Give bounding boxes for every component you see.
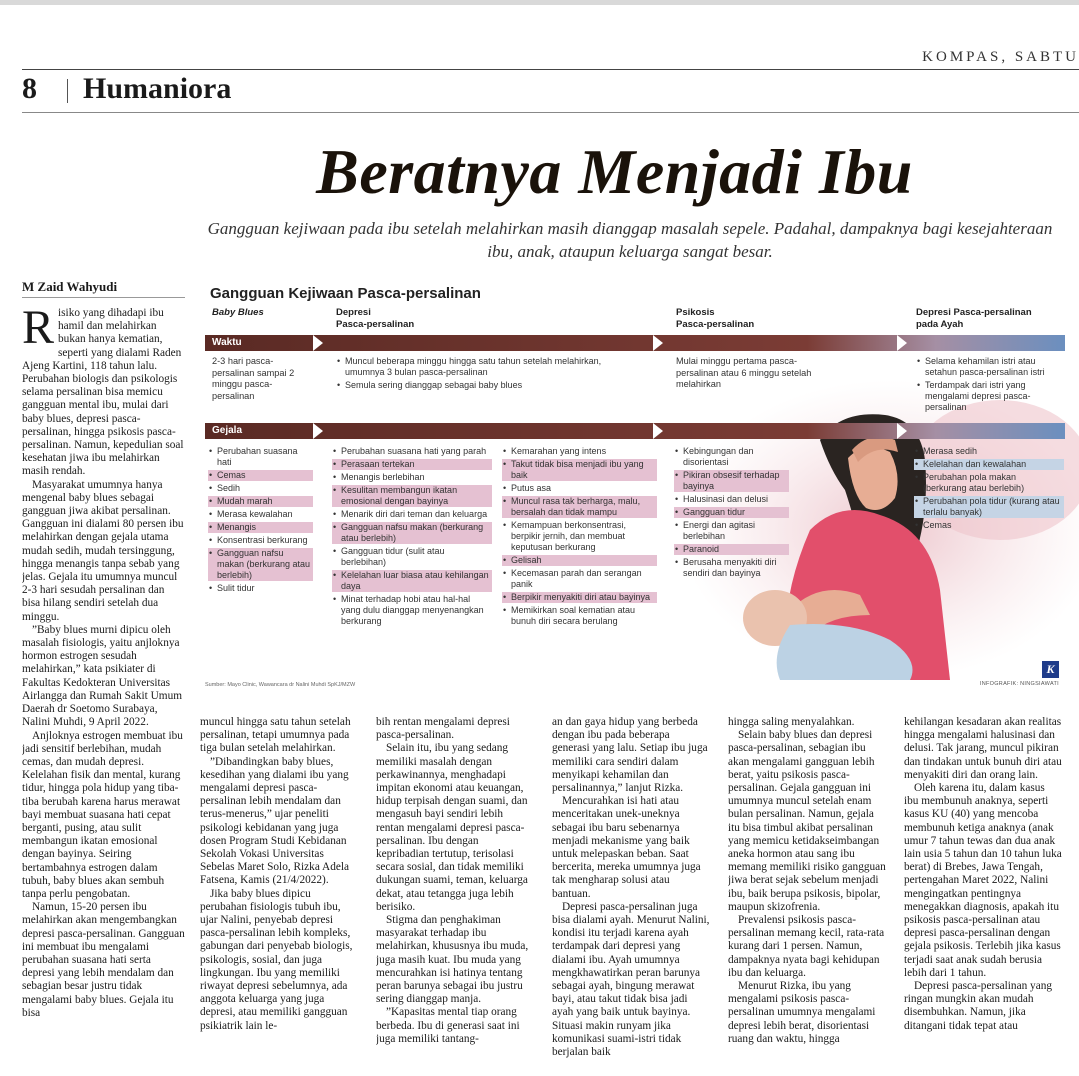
symptom-item: • Sedih [208,483,313,494]
byline: M Zaid Wahyudi [22,279,118,294]
article-column-5 [728,716,886,1066]
symptom-item: • Perubahan pola tidur (kurang atau terlalu banyak) [914,496,1064,518]
headline: Beratnya Menjadi Ibu [316,136,913,207]
waktu-baby-blues: 2-3 hari pasca-persalinan sampai 2 minggu pasca-persalinan [212,356,295,401]
section-title: Humaniora [83,72,232,105]
gejala-ayah [914,446,1064,533]
masthead-name: KOMPAS, SABTU [922,49,1079,65]
waktu-band [205,335,1065,351]
infographic-source: Sumber: Mayo Clinic, Wawancara dr Nalini Muhdi SpKJ/MZW [205,682,356,688]
paragraph: ”Kapasitas mental tiap orang berbeda. Ibu di generasi saat ini juga memiliki tantang- [376,1006,520,1045]
symptom-item: • Kesulitan membangun ikatan emosional dengan bayinya [332,485,492,507]
symptom-item: • Minat terhadap hobi atau hal-hal yang dulu dianggap menyenangkan berkurang [332,594,492,627]
article-column-4 [552,716,710,1066]
waktu-depresi [336,356,636,393]
symptom-item: • Pikiran obsesif terhadap bayinya [674,470,789,492]
gejala-depresi-2 [502,446,657,629]
infographic [200,280,1079,693]
paragraph: Oleh karena itu, dalam kasus ibu membunuh anaknya, seperti kasus KU (40) yang mencoba membunuh ketiga anaknya (anak umur 7 tahun tewas dan dua anak lain usia 5 tahun dan 10 tahun luka berat) di Brebes, Jawa Tengah, pertengahan Maret 2022, Nalini mengingatkan pentingnya menegakkan diagnosis, apakah itu psikosis pasca-persalinan atau depresi pasca-persalinan dengan gejala psikosis. Terlebih jika kasus terjadi saat anak sudah berusia lebih dari 1 tahun. [904,782,1062,979]
article-column-2 [200,716,358,1066]
dropcap: R [22,307,55,354]
symptom-item: • Cemas [208,470,313,481]
symptom-item: • Gelisah [502,555,657,566]
symptom-item: • Kebingungan dan disorientasi [674,446,789,468]
symptom-item: • Konsentrasi berkurang [208,535,313,546]
paragraph: Selain baby blues dan depresi pasca-persalinan, sebagian ibu akan mengalami gangguan lebih berat, yaitu psikosis pasca-persalinan. Gejala gangguan ini umumnya muncul setelah enam bulan persalinan. Namun, gejala itu bisa timbul akibat persalinan yang memicu ketidakseimbangan aneka hormon atau sang ibu memang memiliki risiko gangguan jiwa berat sejak sebelum menjadi ibu, baik berupa psikosis, bipolar, maupun skizofrenia. [728,729,886,913]
paragraph: Prevalensi psikosis pasca-persalinan memang kecil, rata-rata kurang dari 1 persen. Namun, dampaknya nyata bagi kehidupan ibu dan keluarga. [728,914,885,979]
symptom-item: • Gangguan nafsu makan (berkurang atau berlebih) [208,548,313,581]
paragraph: Anjloknya estrogen membuat ibu jadi sensitif berlebihan, mudah cemas, dan mudah depresi. Kelelahan fisik dan mental, kurang tidur, hingga pola hidup yang tiba-tiba berubah karena harus merawat bayi membuat suasana hati cepat berganti, pusing, atau sulit membangun ikatan emosional dengan bayinya. Seiring bertambahnya estrogen dalam tubuh, baby blues akan sembuh tanpa perlu pengobatan. [22,729,183,900]
symptom-item: • Berpikir menyakiti diri atau bayinya [502,592,657,603]
masthead-rule [22,69,1079,70]
article-column-6 [904,716,1062,1066]
symptom-item: • Perubahan pola makan (berkurang atau berlebih) [914,472,1064,494]
gejala-psikosis [674,446,789,581]
symptom-item: • Halusinasi dan delusi [674,494,789,505]
symptom-item: • Menangis [208,522,313,533]
symptom-item: • Menarik diri dari teman dan keluarga [332,509,492,520]
gejala-depresi-1 [332,446,492,629]
paragraph: Menurut Rizka, ibu yang mengalami psikosis pasca-persalinan umumnya mengalami depresi lebih berat, disorientasi ruang dan waktu, hingga [728,980,876,1045]
paragraph: Masyarakat umumnya hanya mengenal baby blues sebagai gangguan jiwa akibat persalinan. Gangguan ini dialami 80 persen ibu melahirkan dengan gejala utama mudah sedih, mudah tersinggung, hingga menangis tanpa sebab yang jelas. Gejala itu umumnya muncul 2-3 hari sesudah persalinan dan bisa hilang sendiri setelah dua minggu. [22,478,184,623]
deck: Gangguan kejiwaan pada ibu setelah melahirkan masih dianggap masalah sepele. Padahal, dampaknya bagi kesejahteraan ibu, anak, ataupun keluarga sangat besar. [207,219,1053,261]
top-band [0,0,1079,5]
symptom-item: • Takut tidak bisa menjadi ibu yang baik [502,459,657,481]
symptom-item: • Memikirkan soal kematian atau bunuh diri secara berulang [502,605,657,627]
column-head-baby-blues: Baby Blues [212,307,264,318]
waktu-ayah [916,356,1066,415]
infographic-credit: INFOGRAFIK: NINGSIAWATI [979,681,1059,687]
symptom-item: • Kelelahan dan kewalahan [914,459,1064,470]
symptom-item: • Perasaan tertekan [332,459,492,470]
kompas-logo: K [1042,661,1059,678]
column-head-depresi: Depresi Pasca-persalinan [336,307,415,330]
symptom-item: • Gangguan tidur (sulit atau berlebihan) [332,546,492,568]
symptom-item: • Kecemasan parah dan serangan panik [502,568,657,590]
gejala-baby-blues [208,446,313,596]
waktu-psikosis: Mulai minggu pertama pasca-persalinan atau 6 minggu setelah melahirkan [676,356,812,389]
symptom-item: • Putus asa [502,483,657,494]
byline-rule [22,297,185,298]
paragraph: Depresi pasca-persalinan yang ringan mungkin akan mudah disembuhkan. Namun, jika ditangani tidak tepat atau [904,980,1053,1032]
symptom-item: • Energi dan agitasi berlebihan [674,520,789,542]
paragraph: Risiko yang dihadapi ibu hamil dan melahirkan bukan hanya kematian, seperti yang dialami Raden Ajeng Kartini, 118 tahun lalu. Perubahan biologis dan psikologis selama persalinan bisa memicu gangguan mental ibu, mulai dari baby blues, depresi pasca-persalinan, hingga psikosis pasca-persalinan. Namun, kepedulian soal kesehatan jiwa ibu melahirkan masih rendah. [22,307,184,478]
paragraph: Jika baby blues dipicu perubahan fisiologis tubuh ibu, ujar Nalini, penyebab depresi pasca-persalinan lebih kompleks, gabungan dari penyebab biologis, psikologis, sosial, dan juga lingkungan. Ibu yang memiliki riwayat depresi sebelumnya, ada anggota keluarga yang juga depresi, atau memiliki gangguan psikiatrik lain le- [200,887,353,1032]
article-column-3 [376,716,534,1066]
page-separator [67,79,68,103]
paragraph: Namun, 15-20 persen ibu melahirkan akan mengembangkan depresi pasca-persalinan. Gangguan ini membuat ibu mengalami perubahan suasana hati serta depresi yang lebih mendalam dan sebagian besar justru tidak mengalami baby blues. Gejala itu bisa [22,901,185,1019]
paragraph: Stigma dan penghakiman masyarakat terhadap ibu melahirkan, khususnya ibu muda, juga masih kuat. Ibu muda yang mencurahkan isi hatinya tentang peran barunya sebagai ibu justru sering dianggap manja. [376,914,529,1006]
list-item: • Terdampak dari istri yang mengalami depresi pasca-persalinan [916,380,1066,413]
symptom-item: • Sulit tidur [208,583,313,594]
paragraph: bih rentan mengalami depresi pasca-persalinan. [376,716,510,742]
list-item: • Selama kehamilan istri atau setahun pasca-persalinan istri [916,356,1066,378]
paragraph: hingga saling menyalahkan. [728,716,855,728]
article-column-1 [22,307,185,1067]
symptom-item: • Merasa kewalahan [208,509,313,520]
symptom-item: • Perubahan suasana hati yang parah [332,446,492,457]
list-item: • Semula sering dianggap sebagai baby blues [336,380,636,391]
symptom-item: • Berusaha menyakiti diri sendiri dan bayinya [674,557,789,579]
paragraph: an dan gaya hidup yang berbeda dengan ibu pada beberapa generasi yang lalu. Setiap ibu juga memiliki cara sendiri dalam menyikapi kehamilan dan persalinannya,” lanjut Rizka. [552,716,708,795]
symptom-item: • Gangguan nafsu makan (berkurang atau berlebih) [332,522,492,544]
column-head-ayah: Depresi Pasca-persalinan pada Ayah [916,307,1032,330]
section-rule [22,112,1079,113]
symptom-item: • Cemas [914,520,1064,531]
gejala-label: Gejala [212,425,243,436]
paragraph: muncul hingga satu tahun setelah persalinan, tetapi umumnya pada tiga bulan setelah melahirkan. [200,716,351,755]
symptom-item: • Kemampuan berkonsentrasi, berpikir jernih, dan membuat keputusan berkurang [502,520,657,553]
paragraph: ”Baby blues murni dipicu oleh masalah fisiologis, yaitu anjloknya hormon estrogen sesudah melahirkan,” kata psikiater di Fakultas Kedokteran Universitas Airlangga dan Rumah Sakit Umum Daerah dr Soetomo Surabaya, Nalini Muhdi, 9 April 2022. [22,623,183,729]
symptom-item: • Mudah marah [208,496,313,507]
gejala-band [205,423,1065,439]
paragraph: kehilangan kesadaran akan realitas hingga mengalami halusinasi dan delusi. Tak jarang, muncul pikiran dan tindakan untuk bunuh diri atau menyakiti diri dan orang lain. [904,716,1062,781]
symptom-item: • Gangguan tidur [674,507,789,518]
paragraph: Mencurahkan isi hati atau menceritakan unek-uneknya sebagai ibu baru sebenarnya menjadi mekanisme yang baik untuk melepaskan beban. Saat bercerita, mereka umumnya juga tak mengharap solusi atau bantuan. [552,795,701,900]
symptom-item: • Kelelahan luar biasa atau kehilangan daya [332,570,492,592]
symptom-item: • Perubahan suasana hati [208,446,313,468]
page-number: 8 [22,72,37,105]
paragraph: Selain itu, ibu yang sedang memiliki masalah dengan perkawinannya, menghadapi impitan ekonomi atau keuangan, hidup terpisah dengan suami, dan mengasuh bayi sendiri lebih rentan mengalami depresi pasca-persalinan. Ibu dengan kepribadian tertutup, terisolasi secara sosial, dan tidak memiliki dukungan suami, teman, keluarga dekat, atau tetangga juga lebih berisiko. [376,742,528,913]
symptom-item: • Menangis berlebihan [332,472,492,483]
symptom-item: • Merasa sedih [914,446,1064,457]
paragraph: Depresi pasca-persalinan juga bisa dialami ayah. Menurut Nalini, kondisi itu terjadi karena ayah terdampak dari depresi yang dialami ibu. Ayah umumnya mengkhawatirkan peran barunya sebagai ayah, bingung merawat bayi, atau takut tidak bisa jadi ayah yang baik untuk bayinya. Situasi makin runyam jika komunikasi suami-istri tidak berjalan baik [552,900,710,1059]
infographic-title: Gangguan Kejiwaan Pasca-persalinan [210,285,481,302]
waktu-label: Waktu [212,337,242,348]
list-item: • Muncul beberapa minggu hingga satu tahun setelah melahirkan, umumnya 3 bulan pasca-persalinan [336,356,636,378]
column-head-psikosis: Psikosis Pasca-persalinan [676,307,755,330]
paragraph: ”Dibandingkan baby blues, kesedihan yang dialami ibu yang mengalami depresi pasca-persalinan lebih mendalam dan terus-menerus,” ujar peneliti psikologi kebidanan yang juga dosen Program Studi Kebidanan Sekolah Vokasi Universitas Sebelas Maret Solo, Rizka Adela Fatsena, Kamis (21/4/2022). [200,755,350,887]
symptom-item: • Kemarahan yang intens [502,446,657,457]
symptom-item: • Paranoid [674,544,789,555]
symptom-item: • Muncul rasa tak berharga, malu, bersalah dan tidak mampu [502,496,657,518]
